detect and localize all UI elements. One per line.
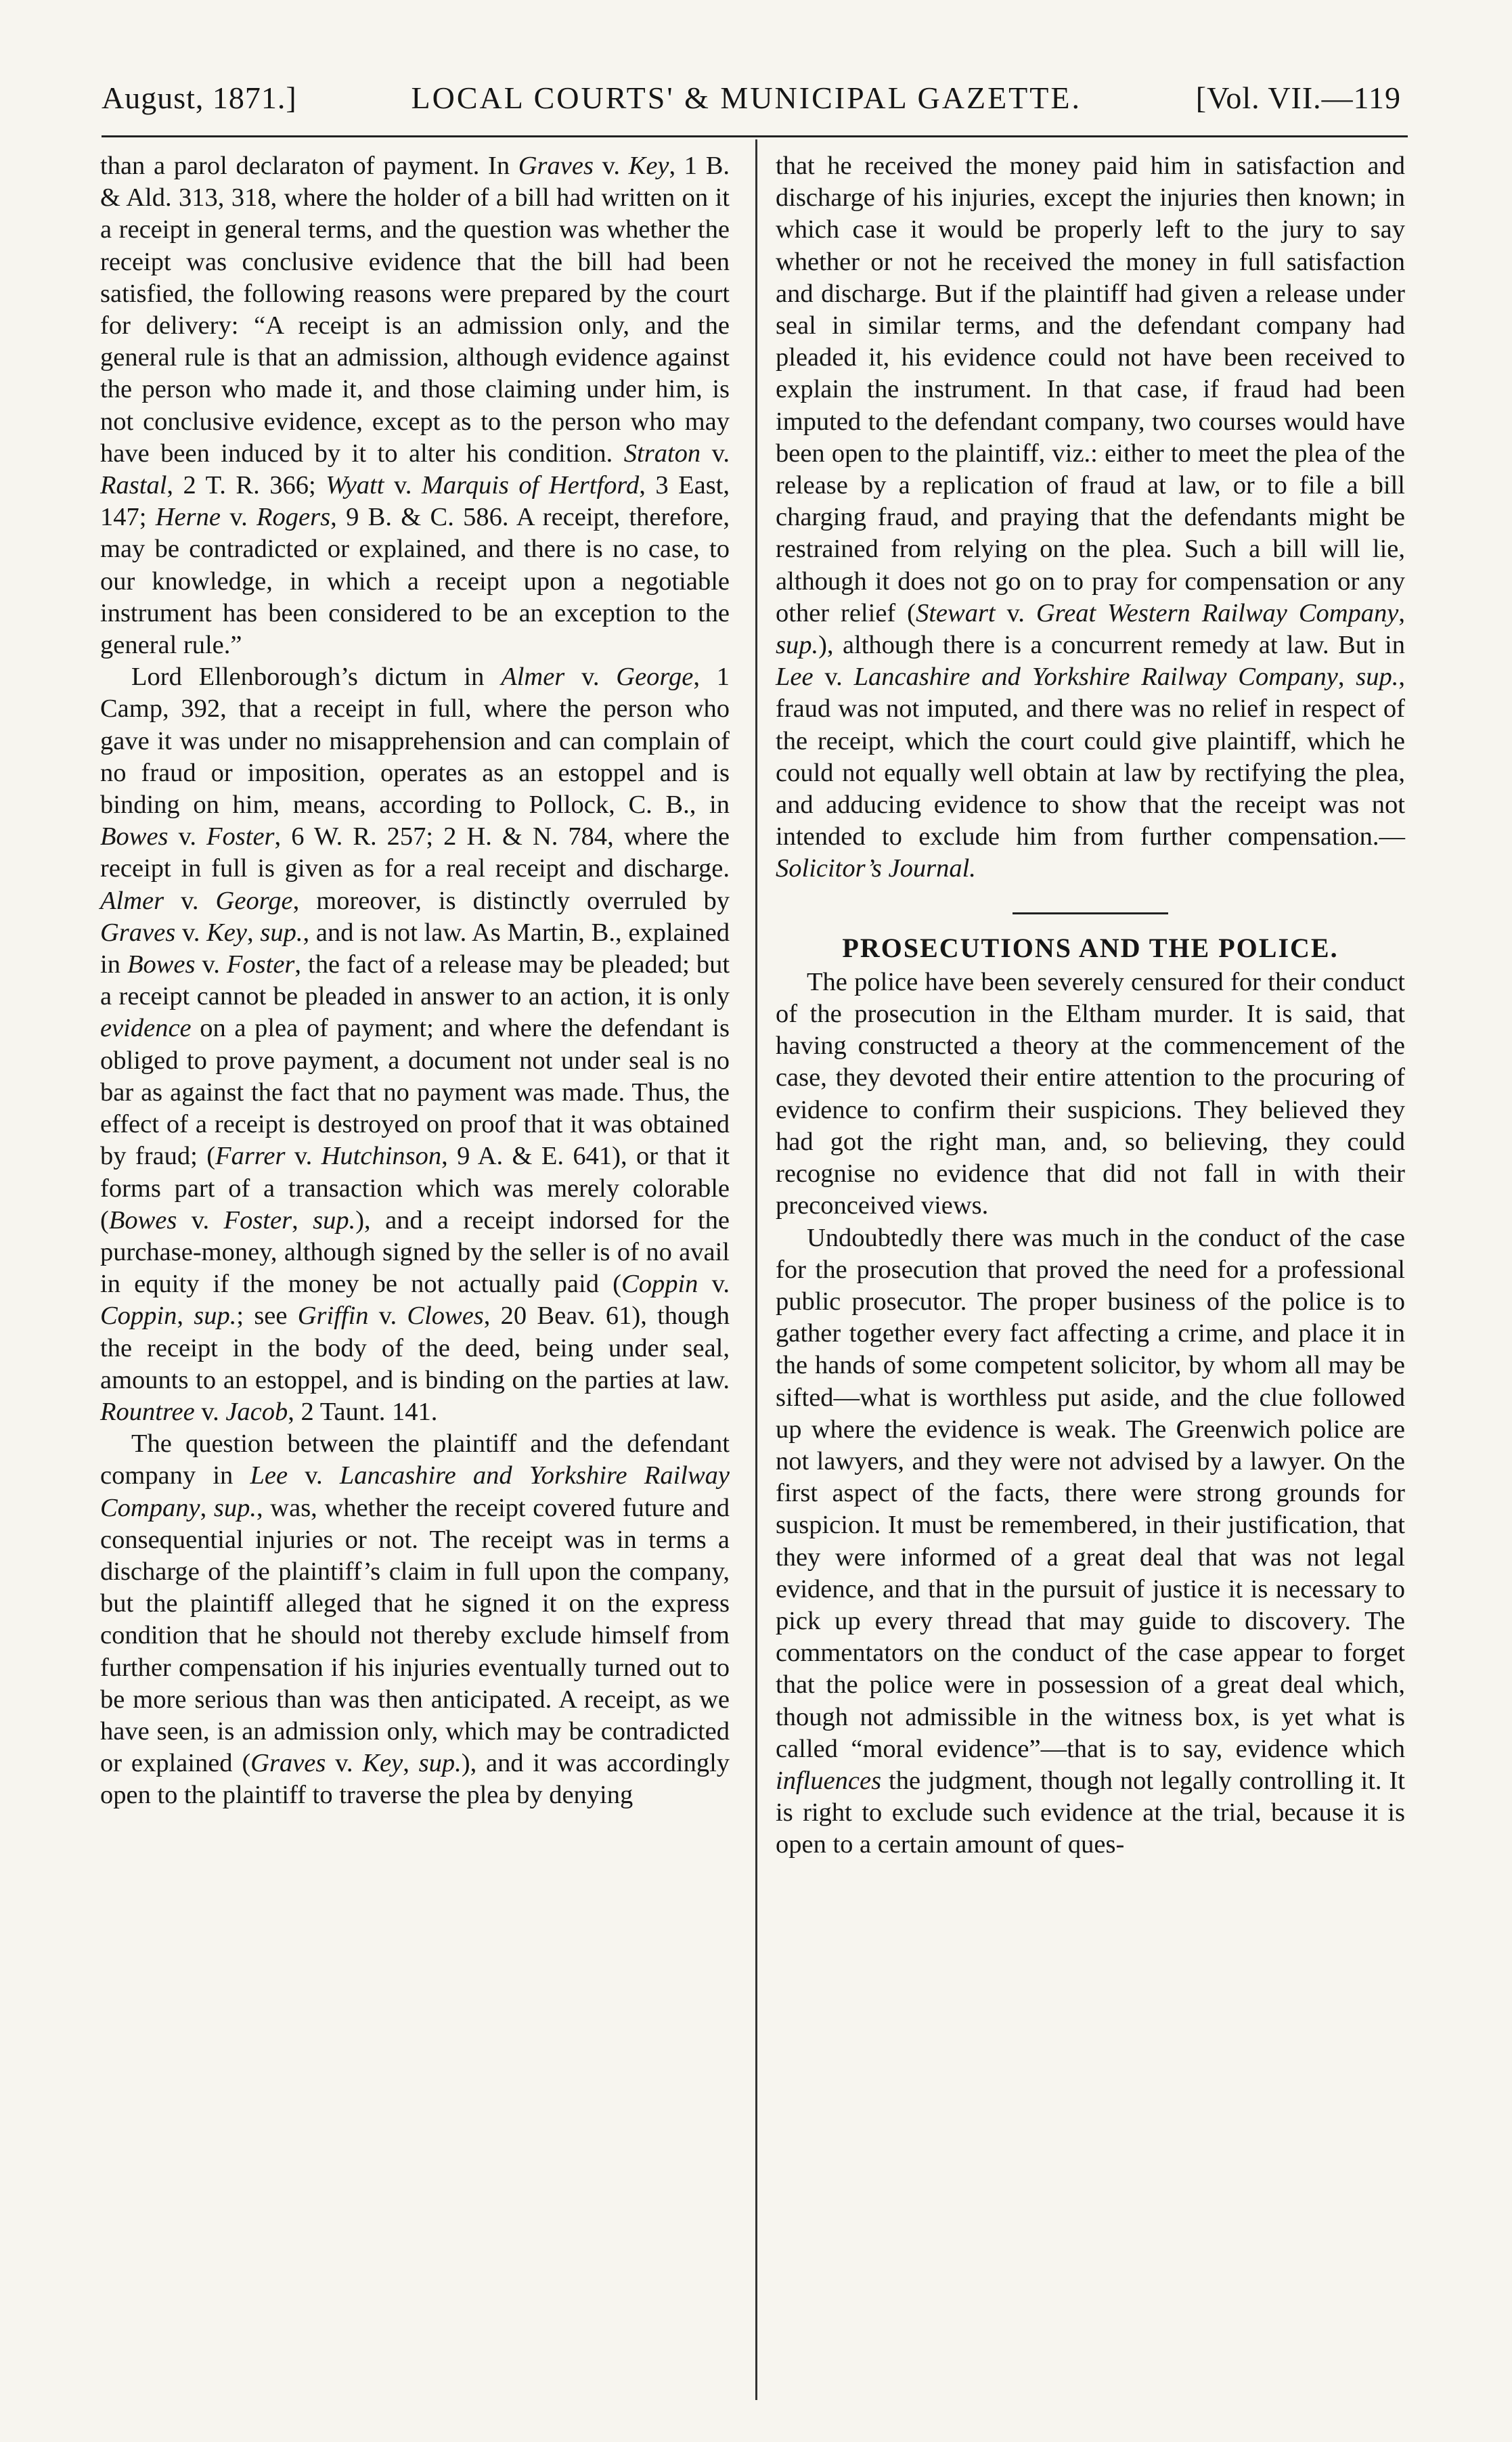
italic-text-run: Wyatt xyxy=(326,471,384,500)
text-run: the judgment, though not legally controlling it. It is right to exclude such evidence at the trial, because it is open to a certain amount of ques- xyxy=(776,1766,1405,1859)
text-run: , 2 T. R. 366; xyxy=(166,471,326,500)
text-run: , xyxy=(1398,598,1406,627)
text-run: , 9 B. & C. 586. A receipt, therefore, may be contradicted or explained, and there is no case, to our knowledge, in which a receipt upon a negotiable instrument has been considered to be an exception to the general rule.” xyxy=(100,503,730,660)
italic-text-run: sup. xyxy=(213,1493,257,1522)
header-date: August, 1871.] xyxy=(102,81,297,115)
article-heading: PROSECUTIONS AND THE POLICE. xyxy=(842,932,1339,963)
text-run: v. xyxy=(288,1461,340,1490)
right-column xyxy=(776,150,1405,1861)
italic-text-run: Stewart xyxy=(915,598,996,627)
italic-text-run: Graves xyxy=(100,918,176,947)
italic-text-run: Lancashire and Yorkshire Railway Company xyxy=(853,663,1338,692)
italic-text-run: Foster xyxy=(226,950,295,979)
text-run: ), and it was accordingly open to the plaintiff to traverse the plea by denying xyxy=(100,1749,730,1810)
text-run: , 20 Beav. 61), though the receipt in the body of the deed, being under seal, amounts to an estoppel, and is binding on the parties at law. xyxy=(100,1302,730,1394)
italic-text-run: Clowes xyxy=(407,1302,484,1331)
italic-text-run: Rogers xyxy=(257,503,331,532)
text-run: , moreover, is distinctly overruled by xyxy=(292,886,730,915)
running-header xyxy=(102,80,1401,116)
paragraph xyxy=(100,1428,730,1811)
italic-text-run: influences xyxy=(776,1766,882,1795)
text-run: ; see xyxy=(236,1302,298,1331)
italic-text-run: Griffin xyxy=(297,1302,369,1331)
italic-text-run: Lee xyxy=(776,663,814,692)
header-rule xyxy=(102,135,1408,137)
text-run: that he received the money paid him in satisfaction and discharge of his injuries, except the injuries then known; in which case it would be properly left to the jury to say whether or not he received the money in full satisfaction and discharge. But if the plaintiff had given a release under seal in similar terms, and the defendant company had pleaded it, his evidence could not have been received to explain the instrument. In that case, if fraud had been imputed to the defendant company, two courses would have been open to the plaintiff, viz.: either to meet the plea of the release by a replication of fraud at law, or to file a bill charging fraud, and praying that the defendants might be restrained from relying on the plea. Such a bill will lie, although it does not go on to pray for compensation or any other relief ( xyxy=(776,152,1405,627)
italic-text-run: Bowes xyxy=(108,1205,177,1235)
text-run: , xyxy=(1337,663,1356,692)
italic-text-run: Straton xyxy=(623,439,701,468)
italic-text-run: George xyxy=(215,886,293,915)
italic-text-run: sup. xyxy=(418,1749,462,1778)
italic-text-run: sup. xyxy=(194,1302,237,1331)
text-run: ), and a receipt indorsed for the purchase-money, although signed by the seller is of no avail in equity if the money be not actually paid ( xyxy=(100,1205,730,1299)
italic-text-run: Lancashire and Yorkshire Railway Company xyxy=(100,1461,730,1522)
paragraph xyxy=(776,1222,1405,1861)
text-run: v. xyxy=(164,886,216,915)
text-run: , xyxy=(200,1493,214,1522)
italic-text-run: Marquis of Hertford xyxy=(421,471,640,500)
italic-text-run: Key xyxy=(206,918,247,947)
section-separator-rule xyxy=(1013,912,1168,914)
text-run: v. xyxy=(813,663,854,692)
italic-text-run: Coppin xyxy=(100,1302,177,1331)
text-run: , the fact of a release may be pleaded; but a receipt cannot be pleaded in answer to an action, it is only xyxy=(100,950,730,1011)
header-volume-page: [Vol. VII.—119 xyxy=(1195,81,1401,115)
italic-text-run: Bowes xyxy=(100,822,169,851)
text-run: v. xyxy=(593,152,629,180)
text-run: v. xyxy=(285,1142,321,1171)
text-run: v. xyxy=(168,822,207,851)
paragraph xyxy=(100,150,730,661)
text-run: v. xyxy=(177,1205,224,1235)
italic-text-run: Almer xyxy=(100,886,164,915)
italic-text-run: Foster xyxy=(223,1205,292,1235)
italic-text-run: Jacob xyxy=(225,1397,288,1426)
italic-text-run: Foster xyxy=(206,822,275,851)
text-run: v. xyxy=(194,1397,226,1426)
italic-text-run: sup. xyxy=(260,918,303,947)
text-run: ), although there is a concurrent remedy at law. But in xyxy=(818,631,1405,660)
italic-text-run: Lee xyxy=(250,1461,288,1490)
text-run: v. xyxy=(384,471,422,500)
italic-text-run: Coppin xyxy=(621,1270,698,1299)
italic-text-run: Farrer xyxy=(215,1142,286,1171)
italic-text-run: sup. xyxy=(1356,663,1399,692)
text-run: , 3 East, 147; xyxy=(100,471,730,532)
italic-text-run: Rountree xyxy=(100,1397,195,1426)
text-run: on a plea of payment; and where the defendant is obliged to prove payment, a document not under seal is no bar as against the fact that no payment was made. Thus, the effect of a receipt is destroyed on proof that it was obtained by fraud; ( xyxy=(100,1014,730,1171)
italic-text-run: Herne xyxy=(155,503,221,532)
text-run: v. xyxy=(175,918,207,947)
italic-text-run: Great Western Railway Company xyxy=(1036,598,1399,627)
text-run: , and is not law. As Martin, B., explained in xyxy=(100,918,730,979)
text-run: v. xyxy=(221,503,257,532)
italic-text-run: sup. xyxy=(313,1205,356,1235)
text-run: v. xyxy=(195,950,227,979)
paragraph xyxy=(776,150,1405,885)
italic-text-run: Bowes xyxy=(127,950,196,979)
text-run: , xyxy=(403,1749,419,1778)
italic-text-run: Key xyxy=(362,1749,403,1778)
italic-text-run: evidence xyxy=(100,1014,192,1043)
text-run: The question between the plaintiff and the defendant company in xyxy=(100,1429,730,1490)
italic-text-run: sup. xyxy=(776,631,819,660)
text-run: Lord Ellenborough’s dictum in xyxy=(131,663,502,692)
column-divider xyxy=(755,139,757,2400)
text-run: v. xyxy=(698,1270,730,1299)
right-column-continued-text xyxy=(776,150,1405,885)
text-run: than a parol declaraton of payment. In xyxy=(100,152,518,180)
text-run: , 9 A. & E. 641), or that it forms part of a transaction which was merely colorable ( xyxy=(100,1142,730,1235)
text-run: v. xyxy=(368,1302,407,1331)
italic-text-run: George xyxy=(616,663,694,692)
italic-text-run: Graves xyxy=(250,1749,326,1778)
text-run: Undoubtedly there was much in the conduct of the case for the prosecution that proved the need for a professional public prosecutor. The proper business of the police is to gather together every fact affecting a crime, and place it in the hands of some competent solicitor, by whom all may be sifted—what is worthless put aside, and the clue followed up where the evidence is weak. The Greenwich police are not lawyers, and they were not advised by a lawyer. On the first aspect of the facts, there were strong grounds for suspicion. It must be remembered, in their justification, that they were informed of a great deal that was not legal evidence, and that in the pursuit of justice it is necessary to pick up every thread that may guide to discovery. The commentators on the conduct of the case appear to forget that the police were in possession of a great deal which, though not admissible in the witness box, is yet what is called “moral evidence”—that is to say, evidence which xyxy=(776,1223,1405,1763)
text-run: , xyxy=(177,1302,194,1331)
paragraph xyxy=(100,661,730,1428)
text-run: , xyxy=(246,918,261,947)
text-run: v. xyxy=(701,439,730,468)
italic-text-run: Key xyxy=(628,152,669,180)
text-run: The police have been severely censured for their conduct of the prosecution in the Eltham murder. It is said, that having constructed a theory at the commencement of the case, they devoted their entire attention to the procuring of evidence to confirm their suspicions. They believed they had got the right man, and, so believing, they could recognise no evidence that did not fall in with their preconceived views. xyxy=(776,967,1405,1220)
text-run: , 1 B. & Ald. 313, 318, where the holder of a bill had written on it a receipt in general terms, and the question was whether the receipt was conclusive evidence that the bill had been satisfied, the following reasons were prepared by the court for delivery: “A receipt is an admission only, and the general rule is that an admission, although evidence against the person who made it, and those claiming under him, is not conclusive evidence, except as to the person who may have been induced by it to alter his condition. xyxy=(100,152,730,468)
left-column xyxy=(100,150,730,1812)
italic-text-run: Solicitor’s Journal. xyxy=(776,854,976,883)
text-run: v. xyxy=(995,598,1036,627)
italic-text-run: Rastal xyxy=(100,471,167,500)
paragraph xyxy=(776,967,1405,1222)
text-run: v. xyxy=(564,663,617,692)
text-run: , xyxy=(292,1205,313,1235)
article-body xyxy=(776,967,1405,1861)
text-run: , 2 Taunt. 141. xyxy=(288,1397,438,1426)
italic-text-run: Almer xyxy=(501,663,565,692)
text-run: , fraud was not imputed, and there was no relief in respect of the receipt, which the court could give plaintiff, which he could not equally well obtain at law by rectifying the plea, and adducing evidence to show that the receipt was not intended to exclude him from further compensation.— xyxy=(776,663,1405,851)
text-run: , 6 W. R. 257; 2 H. & N. 784, where the receipt in full is given as for a real receipt and discharge. xyxy=(100,822,730,883)
text-run: v. xyxy=(326,1749,363,1778)
text-run: , 1 Camp, 392, that a receipt in full, where the person who gave it was under no misapprehension and can complain of no fraud or imposition, operates as an estoppel and is binding on him, means, according to Pollock, C. B., in xyxy=(100,663,730,820)
italic-text-run: Hutchinson xyxy=(321,1142,442,1171)
text-run: , was, whether the receipt covered future and consequential injuries or not. The receipt was in terms a discharge of the plaintiff’s claim in full upon the company, but the plaintiff alleged that he signed it on the express condition that he should not thereby exclude himself from further compensation if his injuries eventually turned out to be more serious than was then anticipated. A receipt, as we have seen, is an admission only, which may be contradicted or explained ( xyxy=(100,1493,730,1778)
header-title: LOCAL COURTS' & MUNICIPAL GAZETTE. xyxy=(411,81,1082,115)
italic-text-run: Graves xyxy=(518,152,594,180)
